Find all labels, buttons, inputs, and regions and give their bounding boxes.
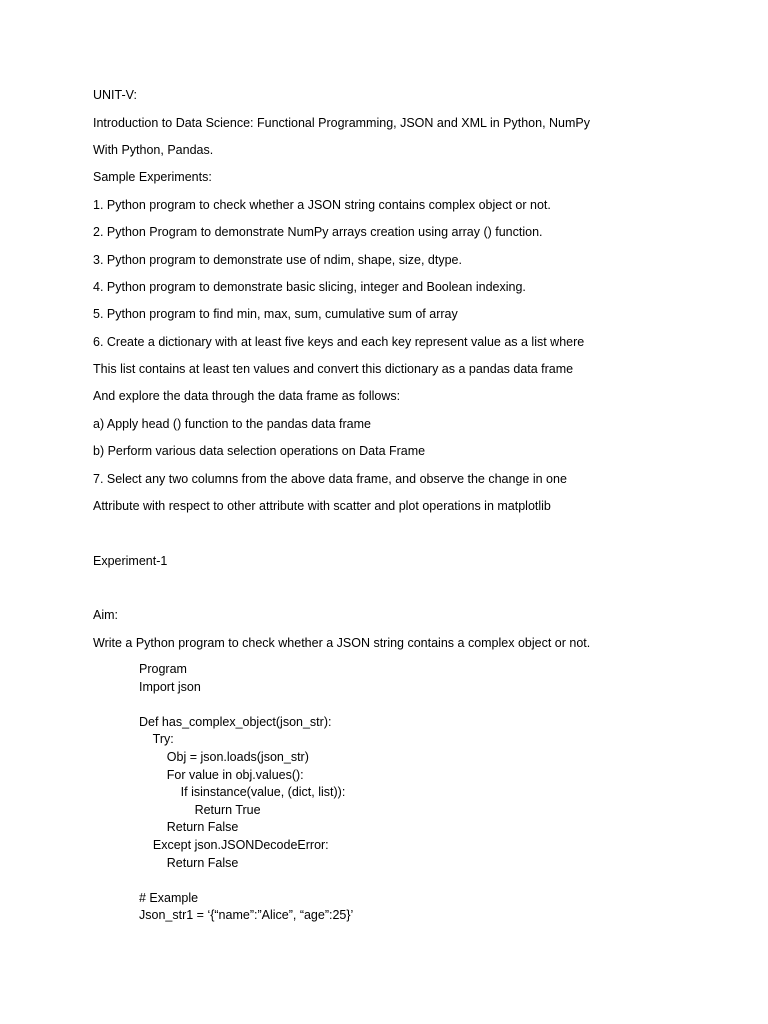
experiment-list-item: a) Apply head () function to the pandas data frame [93,417,371,431]
intro-line-2: With Python, Pandas. [93,143,214,157]
code-line: Program [139,662,187,676]
experiment-list-item: And explore the data through the data frame as follows: [93,389,401,403]
unit-title: UNIT-V: [93,88,137,102]
code-line: Return False [139,855,239,870]
code-line: Json_str1 = ‘{“name”:”Alice”, “age”:25}’ [139,908,354,923]
code-line: If isinstance(value, (dict, list)): [139,785,346,800]
experiment-list-item: Attribute with respect to other attribute with scatter and plot operations in matplotlib [93,499,551,513]
code-line: Except json.JSONDecodeError: [139,837,329,852]
experiment-list-item: 6. Create a dictionary with at least five keys and each key represent value as a list where [93,335,585,349]
program-code-block [139,661,353,925]
code-line: Try: [139,732,174,747]
code-line: Return True [139,802,261,817]
experiment-list-item: b) Perform various data selection operations on Data Frame [93,444,426,458]
code-line: Return False [139,820,239,835]
code-line: # Example [139,890,199,905]
aim-text: Write a Python program to check whether a JSON string contains a complex object or not. [93,636,591,650]
code-line: Import json [139,679,201,694]
experiment-list-item: 7. Select any two columns from the above data frame, and observe the change in one [93,472,567,486]
experiment-list-item: This list contains at least ten values and convert this dictionary as a pandas data frame [93,362,574,376]
experiment-1-title: Experiment-1 [93,554,168,568]
code-line: Def has_complex_object(json_str): [139,714,332,729]
experiment-list-item: 5. Python program to find min, max, sum, cumulative sum of array [93,307,458,321]
experiment-list-item: 3. Python program to demonstrate use of ndim, shape, size, dtype. [93,253,462,267]
intro-line-1: Introduction to Data Science: Functional Programming, JSON and XML in Python, NumPy [93,116,590,130]
code-line: Obj = json.loads(json_str) [139,749,309,764]
code-line: For value in obj.values(): [139,767,304,782]
experiment-list-item: 1. Python program to check whether a JSON string contains complex object or not. [93,198,551,212]
sample-experiments-heading: Sample Experiments: [93,170,212,184]
aim-label: Aim: [93,608,118,622]
code-line [139,696,353,714]
code-line [139,872,353,890]
experiment-list-item: 4. Python program to demonstrate basic slicing, integer and Boolean indexing. [93,280,526,294]
experiment-list-item: 2. Python Program to demonstrate NumPy arrays creation using array () function. [93,225,543,239]
